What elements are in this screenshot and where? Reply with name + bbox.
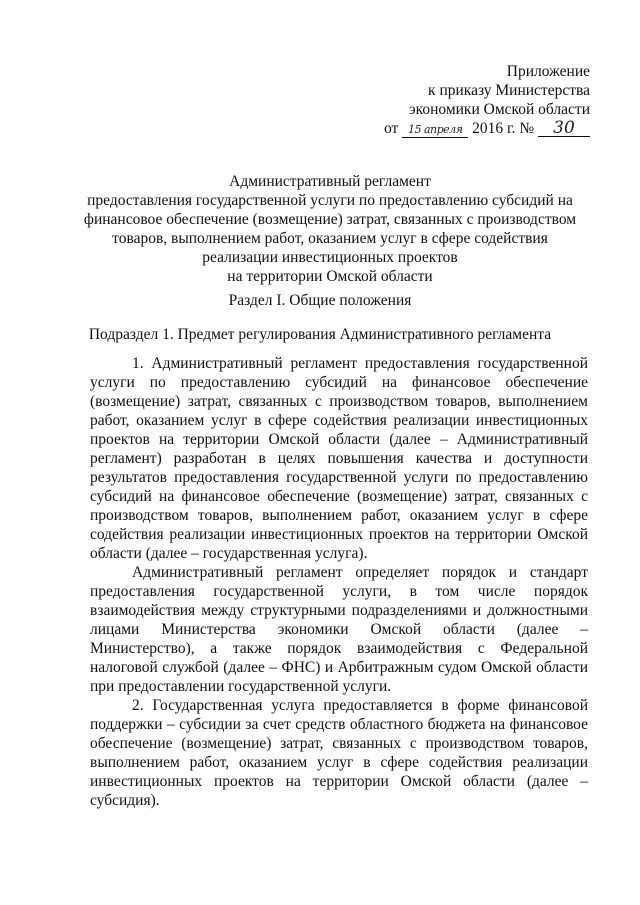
section-heading: Раздел I. Общие положения <box>228 292 412 309</box>
appendix-date-line <box>384 119 590 138</box>
appendix-block <box>384 62 590 138</box>
date-prefix: от <box>384 120 399 137</box>
paragraph: 2. Государственная услуга предоставляется в форме финансовой поддержки – субсидии за счет средств областного бюджета на финансовое обеспечение (возмещение) затрат, связанных с производством товаров, выполнением работ, оказанием услуг в сфере содействия реализации инвестиционных проектов на территории Омской области (далее – субсидия). <box>90 697 588 809</box>
appendix-order-ref: к приказу Министерства <box>428 82 590 99</box>
paragraph: Административный регламент определяет порядок и стандарт предоставления государственной услуги, в том числе порядок взаимодействия между структурными подразделениями и должностными лицами Министерства экономики Омской области (далее – Министерство), а также порядок взаимодействия с Федеральной налоговой службой (далее – ФНС) и Арбитражным судом Омской области при предоставлении государственной услуги. <box>90 564 588 695</box>
handwritten-date: 15 апреля <box>402 122 468 138</box>
title-line-3: финансовое обеспечение (возмещение) затрат, связанных с производством <box>83 211 577 228</box>
appendix-ministry: экономики Омской области <box>408 101 590 118</box>
title-line-6: на территории Омской области <box>227 268 433 285</box>
subsection-heading: Подраздел 1. Предмет регулирования Административного регламента <box>88 326 552 343</box>
body-text <box>90 354 588 810</box>
paragraph: 1. Административный регламент предоставления государственной услуги по предоставлению субсидий на финансовое обеспечение (возмещение) затрат, связанных с производством товаров, выполнением работ, оказанием услуг в сфере содействия реализации инвестиционных проектов на территории Омской области (далее – Административный регламент) разработан в целях повышения качества и доступности результатов предоставления государственной услуги по предоставлению субсидий на финансовое обеспечение (возмещение) затрат, связанных с производством товаров, выполнением работ, оказанием услуг в сфере содействия реализации инвестиционных проектов на территории Омской области (далее – государственная услуга). <box>90 355 588 562</box>
title-line-5: реализации инвестиционных проектов <box>202 249 458 266</box>
year-number-label: 2016 г. № <box>472 120 535 137</box>
title-line-4: товаров, выполнением работ, оказанием услуг в сфере содействия <box>112 230 548 247</box>
title-line-2: предоставления государственной услуги по предоставлению субсидий на <box>87 192 573 209</box>
handwritten-number: 30 <box>538 121 590 137</box>
document-title <box>80 172 580 286</box>
title-line-1: Административный регламент <box>229 173 431 190</box>
appendix-label: Приложение <box>506 63 590 80</box>
